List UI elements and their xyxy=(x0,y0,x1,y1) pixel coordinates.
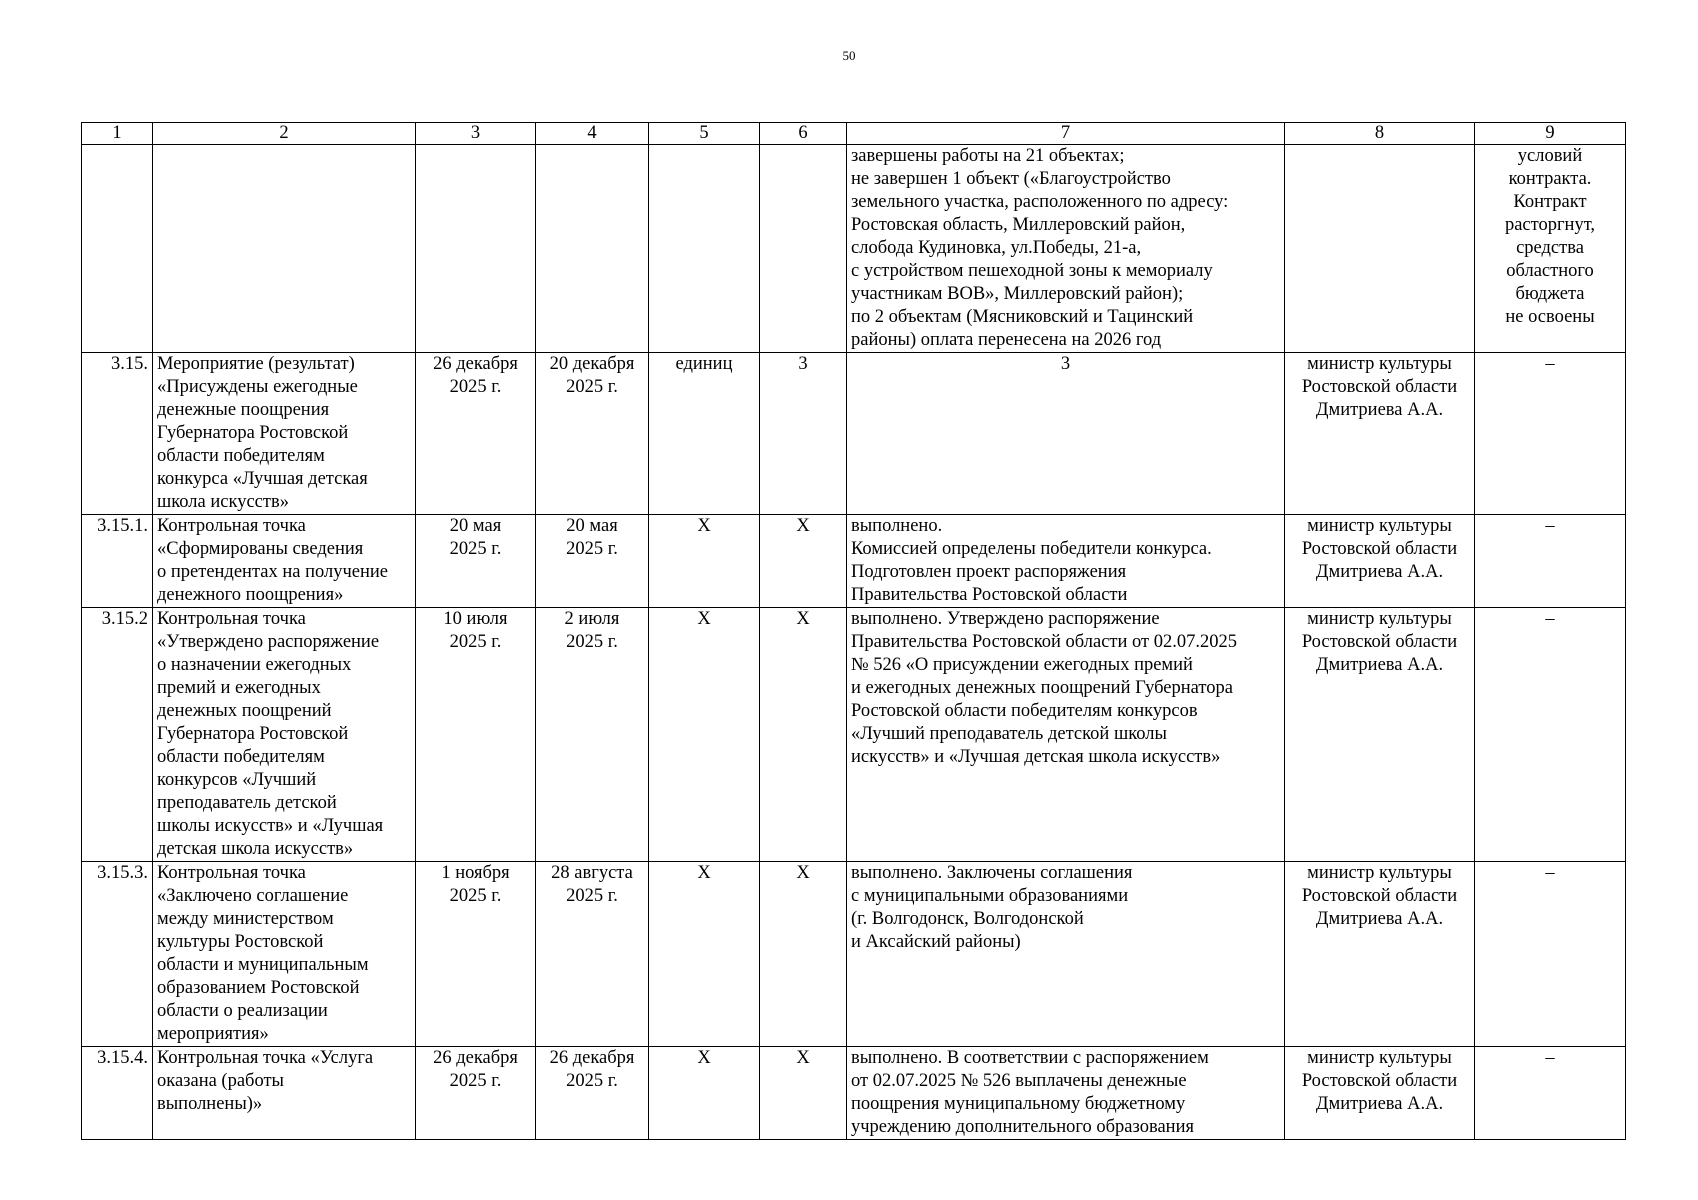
note: – xyxy=(1475,862,1626,1047)
report-table xyxy=(81,122,1626,1140)
row-number: 3.15.4. xyxy=(82,1047,153,1140)
plan-date: 1 ноября 2025 г. xyxy=(416,862,536,1047)
table-row xyxy=(82,1047,1626,1140)
unit: единиц xyxy=(649,353,760,515)
row-number: 3.15.2 xyxy=(82,608,153,862)
plan-value: Х xyxy=(760,515,847,608)
page-number: 50 xyxy=(842,48,856,63)
row-number xyxy=(82,145,153,353)
table-row xyxy=(82,353,1626,515)
responsible: министр культуры Ростовской области Дмитриева А.А. xyxy=(1285,515,1475,608)
event-name: Контрольная точка «Услуга оказана (работы выполнены)» xyxy=(153,1047,416,1140)
column-header: 7 xyxy=(847,123,1285,145)
table-row xyxy=(82,515,1626,608)
note: условий контракта. Контракт расторгнут, средства областного бюджета не освоены xyxy=(1475,145,1626,353)
result-text: выполнено. Утверждено распоряжение Правительства Ростовской области от 02.07.2025 № 526 «О присуждении ежегодных премий и ежегодных денежных поощрений Губернатора Ростовской области победителям конкурсов «Лучший преподаватель детской школы искусств» и «Лучшая детская школа искусств» xyxy=(847,608,1285,862)
plan-value: Х xyxy=(760,862,847,1047)
plan-value xyxy=(760,145,847,353)
plan-value: Х xyxy=(760,1047,847,1140)
event-name xyxy=(153,145,416,353)
row-number: 3.15. xyxy=(82,353,153,515)
note: – xyxy=(1475,608,1626,862)
responsible: министр культуры Ростовской области Дмитриева А.А. xyxy=(1285,862,1475,1047)
result-text: выполнено. В соответствии с распоряжением от 02.07.2025 № 526 выплачены денежные поощрения муниципальному бюджетному учреждению дополнительного образования xyxy=(847,1047,1285,1140)
note: – xyxy=(1475,515,1626,608)
fact-date: 20 мая 2025 г. xyxy=(536,515,649,608)
result-text: выполнено. Комиссией определены победители конкурса. Подготовлен проект распоряжения Правительства Ростовской области xyxy=(847,515,1285,608)
responsible: министр культуры Ростовской области Дмитриева А.А. xyxy=(1285,353,1475,515)
row-number: 3.15.3. xyxy=(82,862,153,1047)
fact-date: 20 декабря 2025 г. xyxy=(536,353,649,515)
unit: Х xyxy=(649,515,760,608)
column-header: 4 xyxy=(536,123,649,145)
column-number-row xyxy=(82,123,1626,145)
column-header: 5 xyxy=(649,123,760,145)
plan-date: 20 мая 2025 г. xyxy=(416,515,536,608)
event-name: Контрольная точка «Утверждено распоряжение о назначении ежегодных премий и ежегодных денежных поощрений Губернатора Ростовской области победителям конкурсов «Лучший преподаватель детской школы искусств» и «Лучшая детская школа искусств» xyxy=(153,608,416,862)
unit: Х xyxy=(649,608,760,862)
plan-date: 26 декабря 2025 г. xyxy=(416,1047,536,1140)
result-text: завершены работы на 21 объектах; не завершен 1 объект («Благоустройство земельного участка, расположенного по адресу: Ростовская область, Миллеровский район, слобода Кудиновка, ул.Победы, 21-а, с устройством пешеходной зоны к мемориалу участникам ВОВ», Миллеровский район); по 2 объектам (Мясниковский и Тацинский районы) оплата перенесена на 2026 год xyxy=(847,145,1285,353)
column-header: 3 xyxy=(416,123,536,145)
unit xyxy=(649,145,760,353)
plan-date xyxy=(416,145,536,353)
event-name: Контрольная точка «Сформированы сведения о претендентах на получение денежного поощрения» xyxy=(153,515,416,608)
column-header: 1 xyxy=(82,123,153,145)
event-name: Мероприятие (результат) «Присуждены ежегодные денежные поощрения Губернатора Ростовской области победителям конкурса «Лучшая детская школа искусств» xyxy=(153,353,416,515)
fact-date: 26 декабря 2025 г. xyxy=(536,1047,649,1140)
result-text: выполнено. Заключены соглашения с муниципальными образованиями (г. Волгодонск, Волгодонской и Аксайский районы) xyxy=(847,862,1285,1047)
fact-date: 2 июля 2025 г. xyxy=(536,608,649,862)
plan-date: 26 декабря 2025 г. xyxy=(416,353,536,515)
table-row xyxy=(82,608,1626,862)
note: – xyxy=(1475,353,1626,515)
responsible: министр культуры Ростовской области Дмитриева А.А. xyxy=(1285,1047,1475,1140)
responsible: министр культуры Ростовской области Дмитриева А.А. xyxy=(1285,608,1475,862)
column-header: 2 xyxy=(153,123,416,145)
column-header: 8 xyxy=(1285,123,1475,145)
unit: Х xyxy=(649,1047,760,1140)
table-row xyxy=(82,145,1626,353)
column-header: 6 xyxy=(760,123,847,145)
plan-value: Х xyxy=(760,608,847,862)
plan-date: 10 июля 2025 г. xyxy=(416,608,536,862)
note: – xyxy=(1475,1047,1626,1140)
row-number: 3.15.1. xyxy=(82,515,153,608)
result-text: 3 xyxy=(847,353,1285,515)
responsible xyxy=(1285,145,1475,353)
fact-date: 28 августа 2025 г. xyxy=(536,862,649,1047)
column-header: 9 xyxy=(1475,123,1626,145)
table-row xyxy=(82,862,1626,1047)
event-name: Контрольная точка «Заключено соглашение между министерством культуры Ростовской области и муниципальным образованием Ростовской области о реализации мероприятия» xyxy=(153,862,416,1047)
unit: Х xyxy=(649,862,760,1047)
fact-date xyxy=(536,145,649,353)
plan-value: 3 xyxy=(760,353,847,515)
